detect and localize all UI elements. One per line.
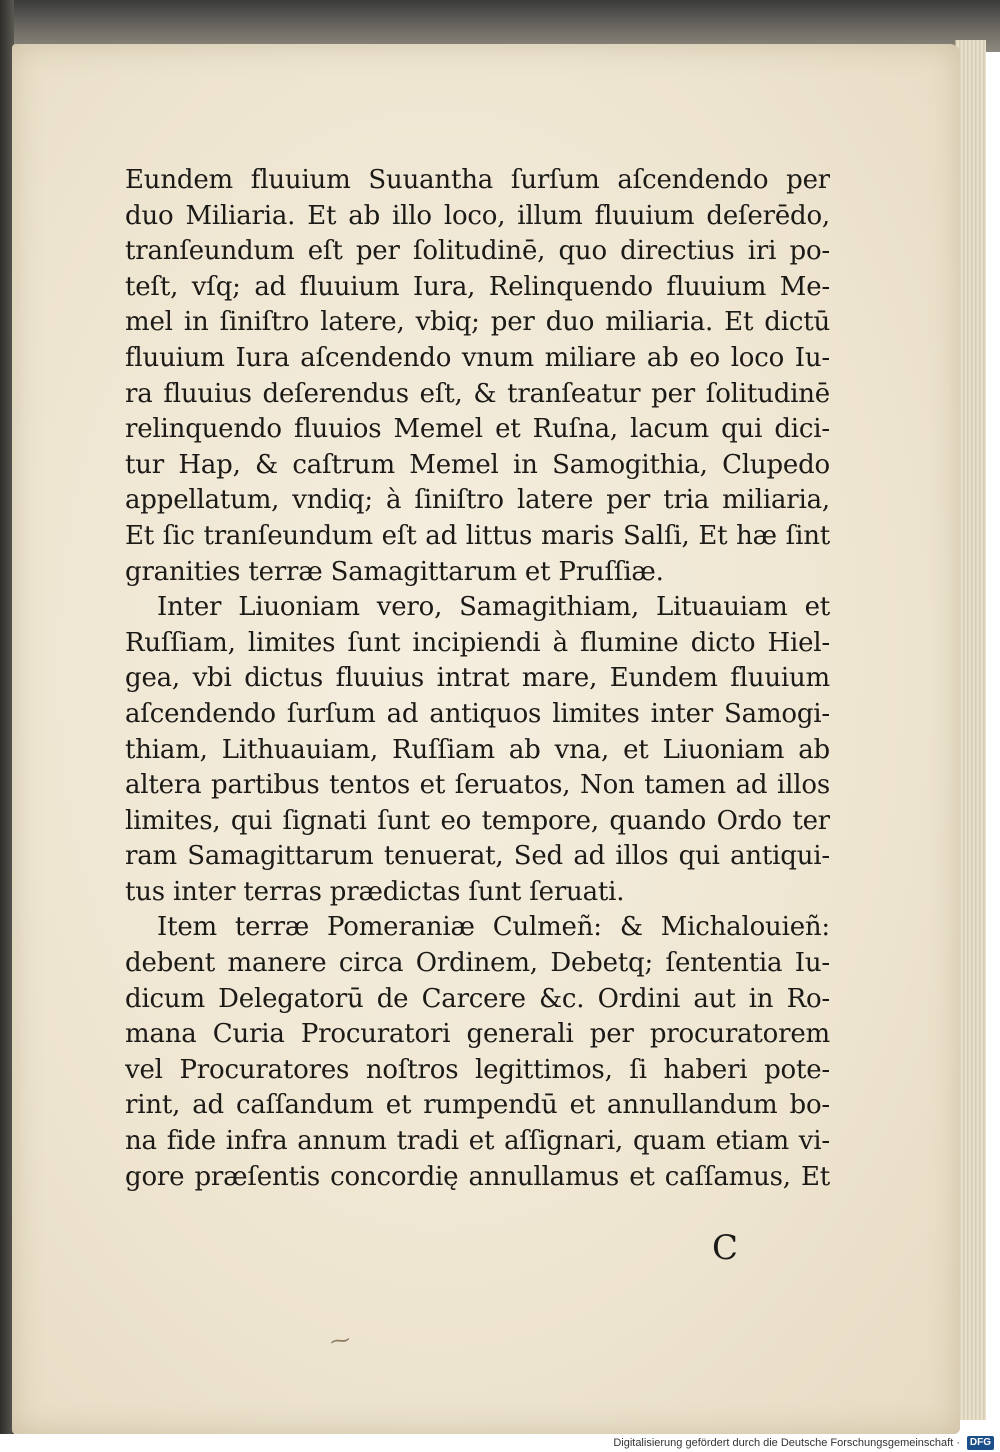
text-line: Item terræ Pomeraniæ Culmeñ: & Michalouieñ: bbox=[157, 912, 830, 943]
text-line: vel Procuratores noſtros legittimos, ſi haberi pote- bbox=[125, 1054, 830, 1085]
text-line: Inter Liuoniam vero, Samagithiam, Lituauiam et bbox=[157, 592, 830, 623]
body-text bbox=[125, 163, 830, 1195]
text-line: Ruſſiam, limites ſunt incipiendi à flumine dicto Hiel- bbox=[125, 627, 830, 658]
signature-mark: C bbox=[712, 1228, 739, 1268]
text-line: limites, qui ſignati ſunt eo tempore, quando Ordo ter bbox=[125, 805, 830, 836]
text-line: mana Curia Procuratori generali per procuratorem bbox=[125, 1019, 830, 1050]
text-line: debent manere circa Ordinem, Debetq; ſententia Iu- bbox=[125, 948, 830, 979]
text-line: Et ſic tranſeundum eſt ad littus maris Salſi, Et hæ ſint bbox=[125, 520, 830, 551]
text-line: tranſeundum eſt per ſolitudinē, quo directius iri po- bbox=[125, 236, 830, 267]
digitization-credit: Digitalisierung gefördert durch die Deutsche Forschungsgemeinschaft · bbox=[613, 1437, 960, 1449]
dfg-logo-icon: DFG bbox=[967, 1436, 994, 1450]
text-line: tus inter terras prædictas ſunt ſeruati. bbox=[125, 876, 625, 907]
text-line: aſcendendo ſurſum ad antiquos limites inter Samogi- bbox=[125, 698, 830, 729]
text-line: Eundem fluuium Suuantha ſurſum aſcendendo per bbox=[125, 165, 830, 195]
text-line: ra fluuius deſerendus eſt, & tranſeatur per ſolitudinē bbox=[125, 378, 830, 409]
text-line: thiam, Lithuauiam, Ruſſiam ab vna, et Liuoniam ab bbox=[125, 734, 830, 765]
text-line: ram Samagittarum tenuerat, Sed ad illos qui antiqui- bbox=[125, 841, 830, 872]
text-line: granities terræ Samagittarum et Pruſſiæ. bbox=[125, 556, 664, 587]
text-line: fluuium Iura aſcendendo vnum miliare ab eo loco Iu- bbox=[125, 342, 830, 373]
text-line: teſt, vſq; ad fluuium Iura, Relinquendo fluuium Me- bbox=[125, 271, 830, 302]
text-line: dicum Delegatorū de Carcere &c. Ordini aut in Ro- bbox=[125, 983, 830, 1014]
text-line: na fide infra annum tradi et aſſignari, quam etiam vi- bbox=[125, 1126, 830, 1157]
text-line: altera partibus tentos et ſeruatos, Non tamen ad illos bbox=[125, 770, 830, 801]
text-line: duo Miliaria. Et ab illo loco, illum fluuium deſerēdo, bbox=[125, 200, 830, 231]
ink-scribble-mark: ⁓ bbox=[328, 1326, 352, 1354]
text-line: relinquendo fluuios Memel et Ruſna, lacum qui dici- bbox=[125, 414, 830, 445]
text-line: mel in ſiniſtro latere, vbiq; per duo miliaria. Et dictū bbox=[125, 307, 830, 338]
text-line: gea, vbi dictus fluuius intrat mare, Eundem fluuium bbox=[125, 663, 830, 694]
text-line: gore præſentis concordię annullamus et caſſamus, Et bbox=[125, 1161, 830, 1192]
text-line: rint, ad caſſandum et rumpendū et annullandum bo- bbox=[125, 1090, 830, 1121]
text-line: appellatum, vndiq; à ſiniſtro latere per tria miliaria, bbox=[125, 485, 830, 516]
text-line: tur Hap, & caſtrum Memel in Samogithia, Clupedo bbox=[125, 449, 830, 480]
